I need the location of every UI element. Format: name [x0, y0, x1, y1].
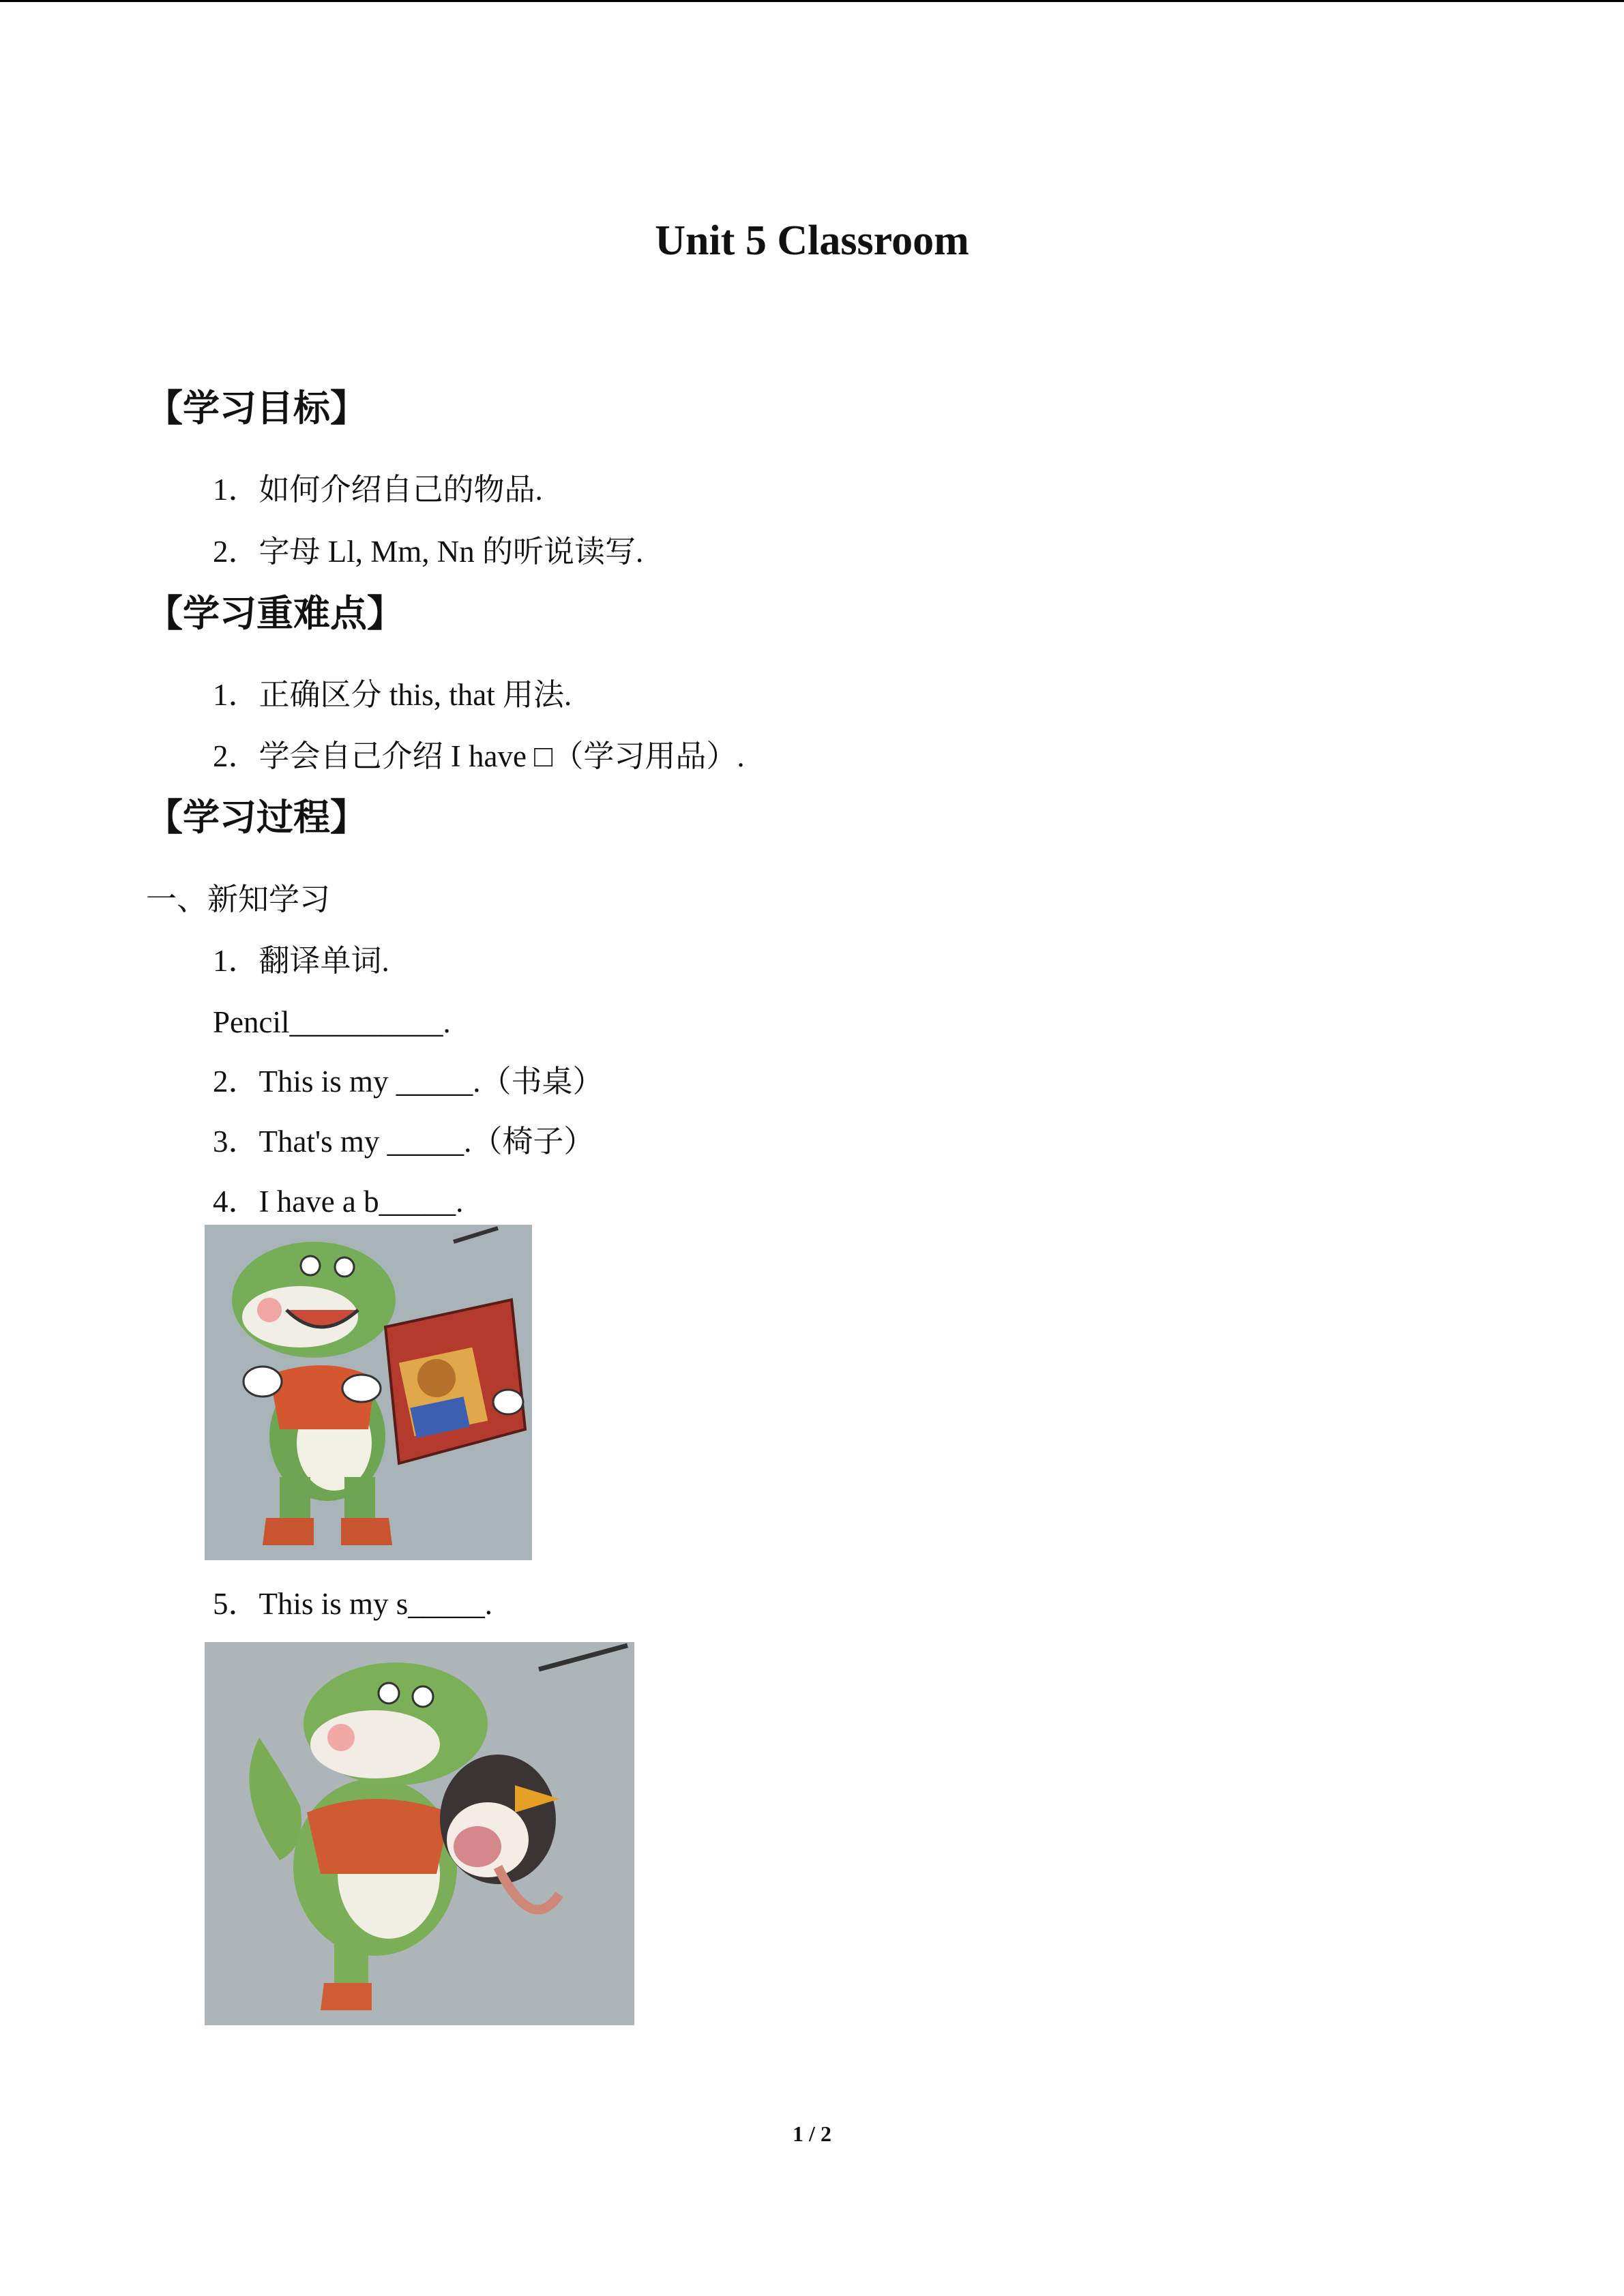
page-title: Unit 5 Classroom — [655, 218, 969, 264]
exercise-3: 3．That's my _____.（椅子） — [213, 1124, 595, 1159]
goal-item-2: 2．字母 Ll, Mm, Nn 的听说读写. — [213, 535, 644, 569]
heading-keypoints: 【学习重难点】 — [146, 593, 404, 634]
page-number: 1 / 2 — [793, 2121, 831, 2146]
exercise-4: 4．I have a b_____. — [213, 1184, 464, 1219]
heading-process: 【学习过程】 — [146, 797, 367, 838]
exercise-pencil: Pencil__________. — [213, 1005, 451, 1039]
exercise-5: 5．This is my s_____. — [213, 1587, 493, 1621]
exercise-2: 2．This is my _____.（书桌） — [213, 1064, 604, 1099]
exercise-1: 1．翻译单词. — [213, 944, 389, 978]
heading-goals: 【学习目标】 — [146, 388, 367, 429]
keypoint-item-2: 2．学会自己介绍 I have □（学习用品）. — [213, 739, 745, 773]
goal-item-1: 1．如何介绍自己的物品. — [213, 473, 543, 507]
frog-with-book-image — [205, 1225, 532, 1560]
section-new-knowledge: 一、新知学习 — [146, 882, 331, 916]
page-top-border — [0, 0, 1624, 2]
keypoint-item-1: 1．正确区分 this, that 用法. — [213, 678, 572, 712]
frog-with-schoolbag-image — [205, 1642, 634, 2025]
